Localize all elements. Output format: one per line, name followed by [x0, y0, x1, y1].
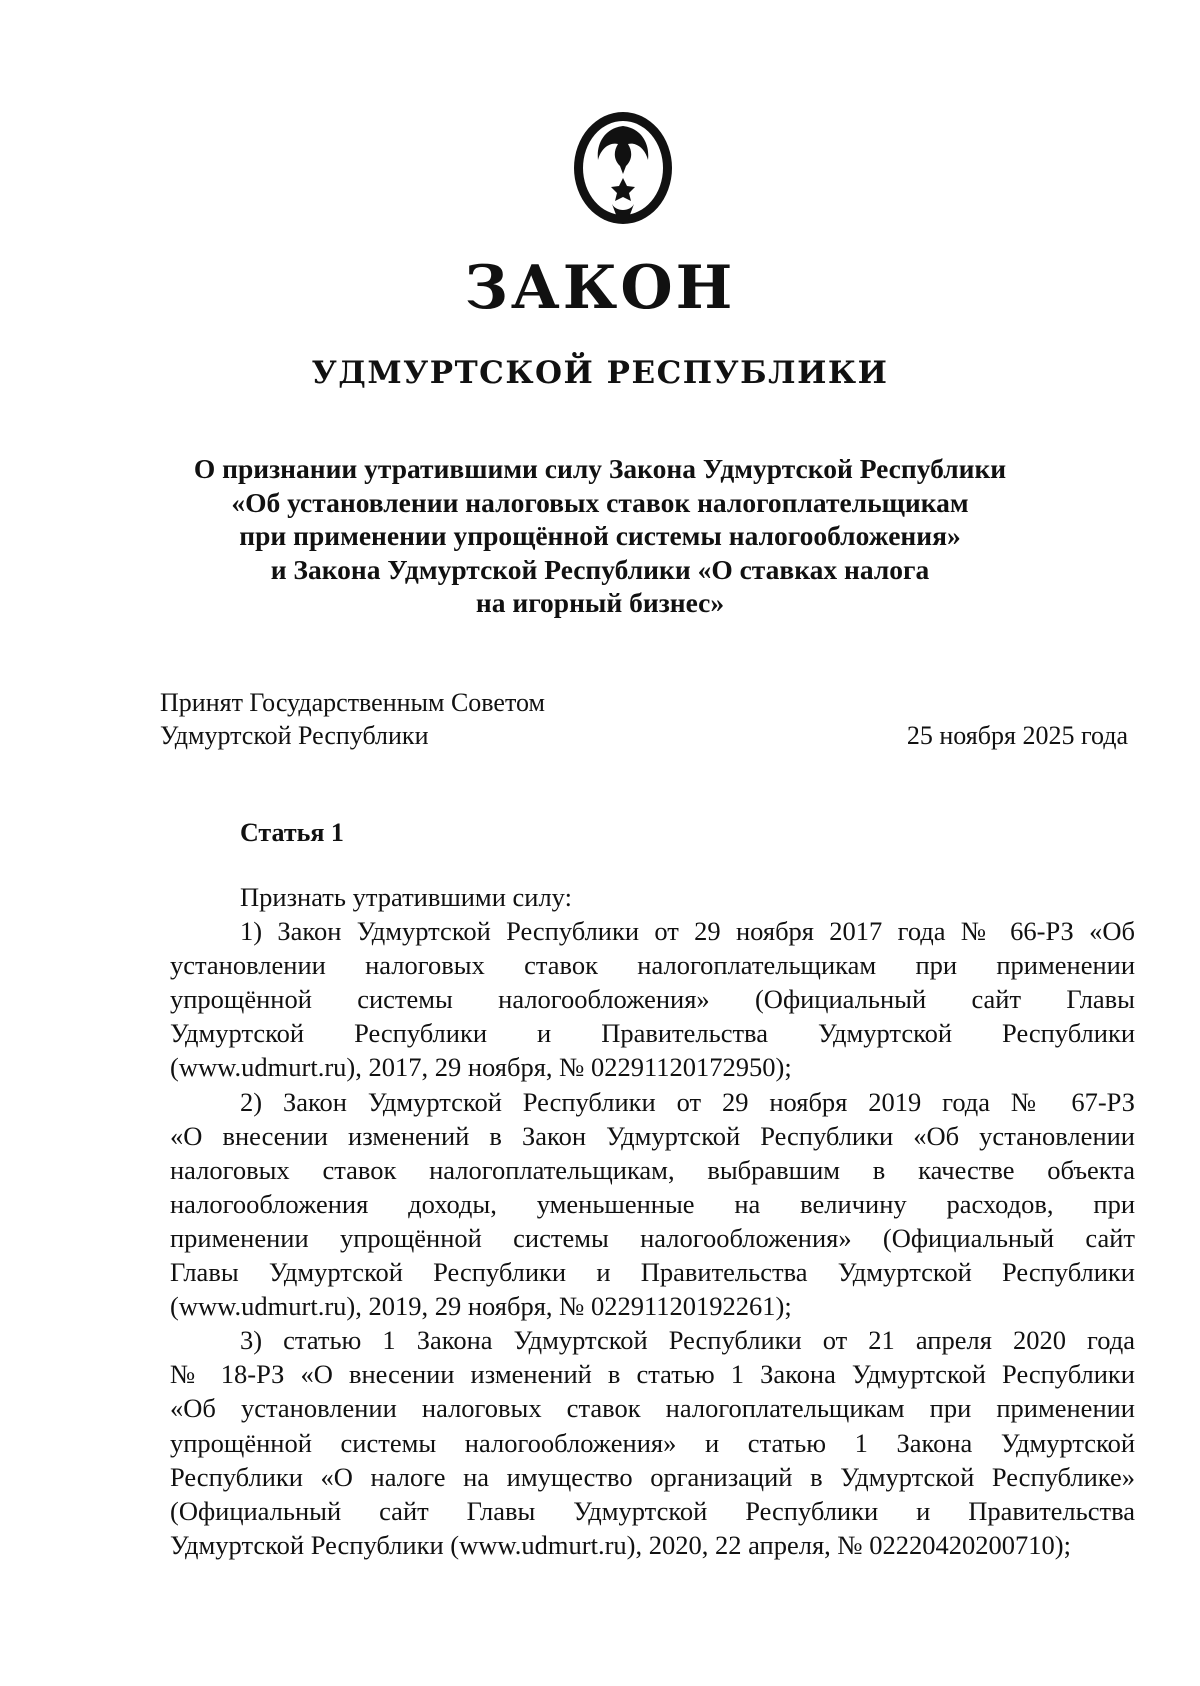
article-heading: Статья 1: [240, 818, 344, 847]
article-line: применении упрощённой системы налогообложения» (Официальный сайт: [170, 1222, 1135, 1253]
article-line: (www.udmurt.ru), 2017, 29 ноября, № 02291120172950);: [170, 1052, 792, 1083]
article-line: установлении налоговых ставок налогоплательщикам при применении: [170, 950, 1135, 981]
article-line: № 18-РЗ «О внесении изменений в статью 1 Закона Удмуртской Республики: [170, 1359, 1135, 1390]
article-intro: Признать утратившими силу:: [240, 882, 572, 912]
article-line: 3) статью 1 Закона Удмуртской Республики от 21 апреля 2020 года: [240, 1325, 1135, 1356]
article-line: Главы Удмуртской Республики и Правительства Удмуртской Республики: [170, 1257, 1135, 1288]
article-line: «О внесении изменений в Закон Удмуртской Республики «Об установлении: [170, 1120, 1135, 1151]
article-body: [170, 880, 1135, 1562]
law-name: [150, 452, 1050, 620]
adoption-line: Принят Государственным Советом: [160, 688, 545, 717]
article-line: (Официальный сайт Главы Удмуртской Республики и Правительства: [170, 1495, 1135, 1526]
article-line: упрощённой системы налогообложения» и статью 1 Закона Удмуртской: [170, 1427, 1135, 1458]
law-name-line: на игорный бизнес»: [475, 587, 725, 618]
article-line: 1) Закон Удмуртской Республики от 29 ноября 2017 года № 66-РЗ «Об: [240, 916, 1135, 947]
udmurt-coat-of-arms-emblem: [568, 108, 678, 232]
article-line: Удмуртской Республики и Правительства Удмуртской Республики: [170, 1018, 1135, 1049]
law-name-line: «Об установлении налоговых ставок налогоплательщикам: [231, 486, 969, 518]
article-line: налоговых ставок налогоплательщикам, выбравшим в качестве объекта: [170, 1154, 1135, 1185]
article-line: налогообложения доходы, уменьшенные на величину расходов, при: [170, 1188, 1135, 1219]
adoption-info: [160, 686, 545, 752]
adoption-line: Удмуртской Республики: [160, 721, 429, 750]
adoption-date: 25 ноября 2025 года: [906, 721, 1128, 750]
article-line: (www.udmurt.ru), 2019, 29 ноября, № 02291120192261);: [170, 1291, 792, 1322]
law-name-line: и Закона Удмуртской Республики «О ставках налога: [270, 553, 930, 585]
article-line: упрощённой системы налогообложения» (Официальный сайт Главы: [170, 984, 1135, 1015]
document-title: ЗАКОН: [464, 253, 736, 323]
article-line: Удмуртской Республики (www.udmurt.ru), 2020, 22 апреля, № 02220420200710);: [170, 1529, 1071, 1560]
document-subtitle: УДМУРТСКОЙ РЕСПУБЛИКИ: [311, 355, 889, 391]
law-name-line: при применении упрощённой системы налогообложения»: [239, 520, 961, 551]
article-line: «Об установлении налоговых ставок налогоплательщикам при применении: [170, 1393, 1135, 1424]
article-line: Республики «О налоге на имущество организаций в Удмуртской Республике»: [170, 1461, 1135, 1492]
law-name-line: О признании утратившими силу Закона Удмуртской Республики: [193, 453, 1007, 484]
article-line: 2) Закон Удмуртской Республики от 29 ноября 2019 года № 67-РЗ: [240, 1086, 1135, 1117]
